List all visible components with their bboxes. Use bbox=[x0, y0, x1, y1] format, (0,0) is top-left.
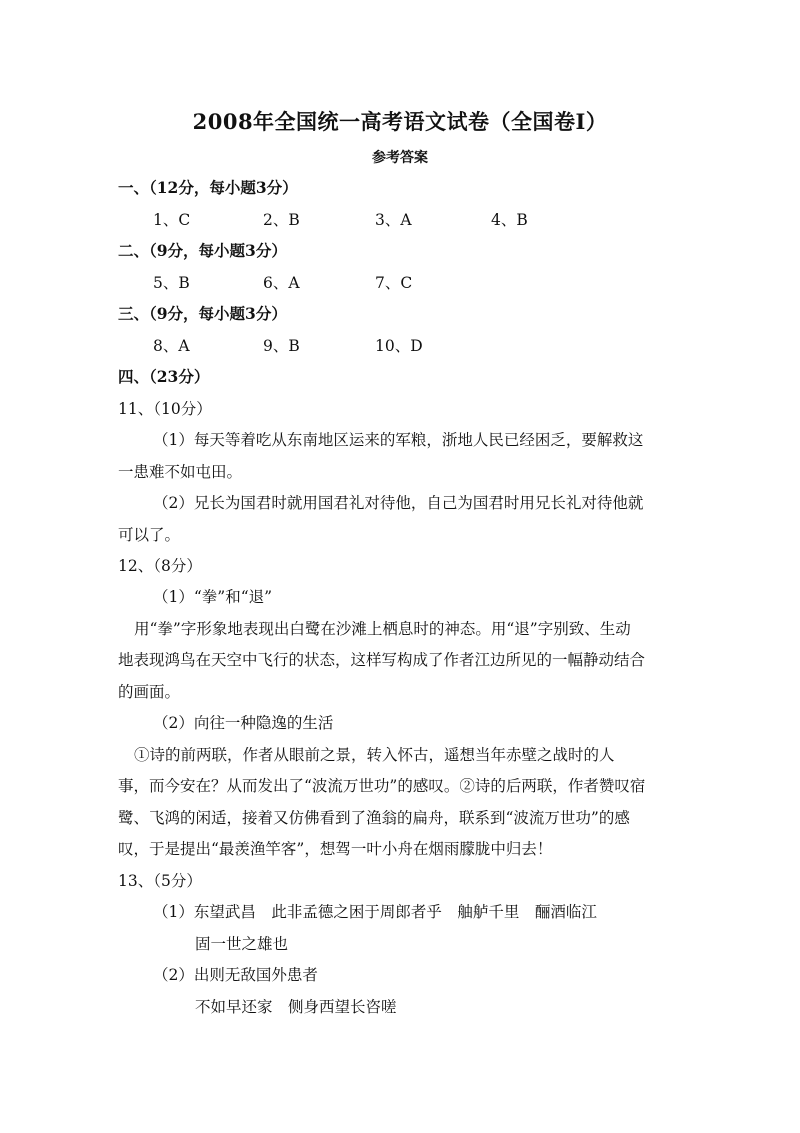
answer-item: 7、C bbox=[375, 274, 413, 292]
q13-sub-2-continued: 不如早还家 侧身西望长咨嗟 bbox=[195, 998, 397, 1016]
question-11-heading: 11、（10分） bbox=[118, 400, 212, 418]
q11-answer-1-line-1: （1）每天等着吃从东南地区运来的军粮，浙地人民已经困乏，要解救这 bbox=[153, 431, 644, 449]
page-subtitle: 参考答案 bbox=[372, 150, 428, 166]
q13-sub-1: （1）东望武昌 此非孟德之困于周郎者乎 舳舻千里 酾酒临江 bbox=[153, 903, 597, 921]
q12-sub-1-line-1: 用“拳”字形象地表现出白鹭在沙滩上栖息时的神态。用“退”字别致、生动 bbox=[134, 620, 631, 638]
q12-sub-1-line-3: 的画面。 bbox=[118, 683, 181, 701]
section-heading-2: 二、（9分，每小题3分） bbox=[118, 241, 287, 260]
q12-sub-2-line-3: 鹭、飞鸿的闲适，接着又仿佛看到了渔翁的扁舟，联系到“波流万世功”的感 bbox=[118, 809, 630, 827]
answer-item: 2、B bbox=[263, 211, 300, 229]
q12-sub-2: （2）向往一种隐逸的生活 bbox=[153, 714, 334, 732]
answer-item: 10、D bbox=[375, 337, 423, 355]
q12-sub-2-line-2: 事，而今安在？从而发出了“波流万世功”的感叹。②诗的后两联，作者赞叹宿 bbox=[118, 777, 646, 795]
q11-answer-2-line-2: 可以了。 bbox=[118, 526, 181, 544]
q12-sub-2-line-1: ①诗的前两联，作者从眼前之景，转入怀古，遥想当年赤壁之战时的人 bbox=[134, 746, 615, 764]
answer-item: 1、C bbox=[153, 211, 191, 229]
q13-sub-2: （2）出则无敌国外患者 bbox=[153, 966, 318, 984]
answer-item: 6、A bbox=[263, 274, 300, 292]
section-heading-3: 三、（9分，每小题3分） bbox=[118, 304, 287, 323]
q13-sub-1-continued: 固一世之雄也 bbox=[195, 935, 289, 953]
q11-answer-2-line-1: （2）兄长为国君时就用国君礼对待他，自己为国君时用兄长礼对待他就 bbox=[153, 494, 644, 512]
page-title: 2008年全国统一高考语文试卷（全国卷Ⅰ） bbox=[192, 109, 608, 134]
answer-item: 4、B bbox=[491, 211, 528, 229]
section-heading-1: 一、（12分，每小题3分） bbox=[118, 178, 298, 197]
section-heading-4: 四、（23分） bbox=[118, 367, 210, 386]
q12-sub-2-line-4: 叹，于是提出“最羡渔竿客”，想驾一叶小舟在烟雨朦胧中归去！ bbox=[118, 840, 553, 858]
answer-item: 8、A bbox=[153, 337, 190, 355]
answer-item: 9、B bbox=[263, 337, 300, 355]
q12-sub-1-line-2: 地表现鸿鸟在天空中飞行的状态，这样写构成了作者江边所见的一幅静动结合 bbox=[118, 651, 646, 669]
question-12-heading: 12、（8分） bbox=[118, 557, 202, 575]
answer-item: 3、A bbox=[375, 211, 412, 229]
q12-sub-1: （1）“拳”和“退” bbox=[153, 588, 273, 606]
answer-item: 5、B bbox=[153, 274, 190, 292]
q11-answer-1-line-2: 一患难不如屯田。 bbox=[118, 463, 243, 481]
question-13-heading: 13、（5分） bbox=[118, 872, 202, 890]
